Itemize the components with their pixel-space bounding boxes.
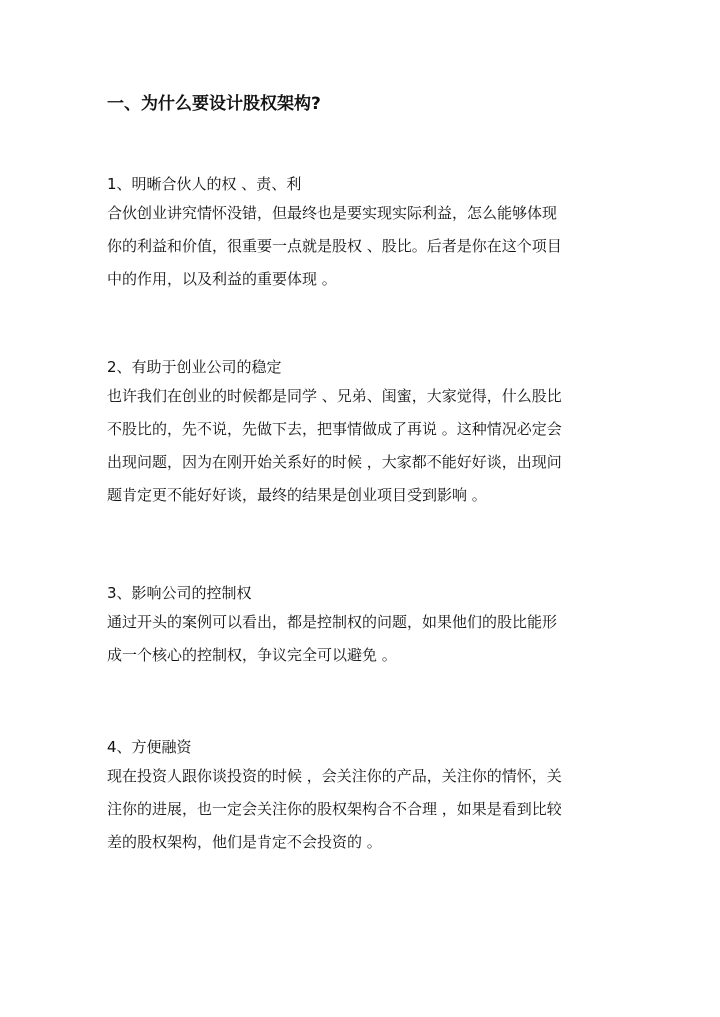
section-heading-2: 2、有助于创业公司的稳定: [107, 358, 282, 376]
section-paragraph-4: [107, 760, 627, 859]
paragraph-line: 注你的进展，也一定会关注你的股权架构合不合理 ，如果是看到比较: [107, 800, 562, 818]
paragraph-line: 中的作用，以及利益的重要体现 。: [107, 270, 337, 288]
paragraph-line: 合伙创业讲究情怀没错，但最终也是要实现实际利益，怎么能够体现: [107, 204, 558, 222]
section-paragraph-3: [107, 606, 627, 672]
section-paragraph-2: [107, 380, 627, 512]
section-heading-4: 4、方便融资: [107, 738, 192, 756]
document-title: 一、为什么要设计股权架构?: [107, 94, 321, 114]
section-heading-1: 1、明晰合伙人的权 、责、利: [107, 175, 302, 193]
section-heading-3: 3、影响公司的控制权: [107, 584, 252, 602]
paragraph-line: 通过开头的案例可以看出，都是控制权的问题，如果他们的股比能形: [107, 613, 558, 631]
paragraph-line: 你的利益和价值，很重要一点就是股权 、股比。后者是你在这个项目: [107, 237, 562, 255]
paragraph-line: 差的股权架构，他们是肯定不会投资的 。: [107, 833, 382, 851]
paragraph-line: 现在投资人跟你谈投资的时候 ，会关注你的产品，关注你的情怀，关: [107, 767, 562, 785]
paragraph-line: 题肯定更不能好好谈，最终的结果是创业项目受到影响 。: [107, 486, 487, 504]
paragraph-line: 成一个核心的控制权，争议完全可以避免 。: [107, 646, 397, 664]
paragraph-line: 出现问题，因为在刚开始关系好的时候 ，大家都不能好好谈，出现问: [107, 453, 562, 471]
paragraph-line: 不股比的，先不说，先做下去，把事情做成了再说 。这种情况必定会: [107, 420, 562, 438]
paragraph-line: 也许我们在创业的时候都是同学 、兄弟、闺蜜，大家觉得，什么股比: [107, 387, 562, 405]
section-paragraph-1: [107, 197, 627, 296]
